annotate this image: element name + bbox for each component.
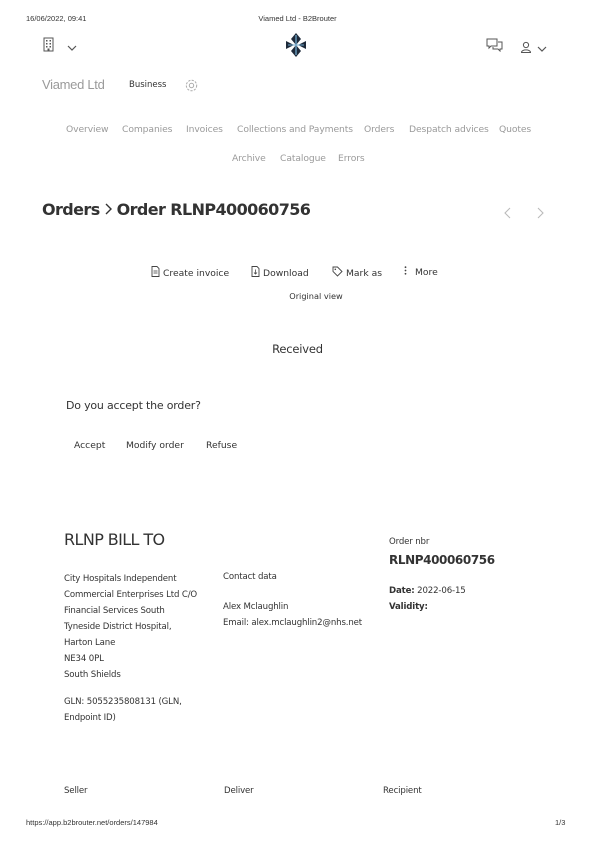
contact-details — [223, 599, 362, 631]
company-switcher[interactable] — [42, 37, 77, 56]
refuse-button[interactable]: Refuse — [206, 440, 238, 451]
order-nbr-value: RLNP400060756 — [389, 553, 495, 567]
print-title: Viamed Ltd - B2Brouter — [258, 14, 337, 23]
nav-label: Despatch advices — [409, 124, 489, 135]
create-invoice-label: Create invoice — [163, 267, 230, 279]
nav-archive[interactable] — [232, 146, 266, 165]
bill-to-gln — [64, 694, 224, 726]
nav-companies[interactable] — [122, 117, 172, 136]
nav-orders[interactable] — [364, 117, 394, 136]
order-status: Received — [272, 342, 323, 356]
accept-button[interactable]: Accept — [74, 440, 106, 451]
building-icon — [42, 37, 55, 56]
plan-badge: Business — [129, 80, 167, 90]
nav-overview[interactable] — [66, 117, 108, 136]
address-line: City Hospitals Independent — [64, 574, 177, 584]
prev-order-icon[interactable] — [503, 204, 512, 223]
order-nbr-label: Order nbr — [389, 537, 430, 547]
download-button[interactable] — [251, 266, 309, 280]
chevron-down-icon — [67, 37, 77, 56]
more-vertical-icon — [404, 266, 407, 278]
nav-label: Invoices — [186, 124, 223, 135]
print-datetime: 16/06/2022, 09:41 — [26, 14, 87, 23]
seller-heading: Seller — [64, 786, 88, 796]
b2brouter-logo-icon[interactable] — [284, 32, 308, 62]
more-button[interactable] — [404, 266, 438, 278]
nav-errors[interactable] — [338, 146, 365, 165]
nav-label: Collections and Payments — [237, 124, 353, 135]
nav-label: Archive — [232, 153, 266, 164]
page-title: Order RLNP400060756 — [116, 200, 311, 219]
create-invoice-button[interactable] — [151, 266, 229, 280]
tag-icon — [332, 266, 343, 280]
nav-label: Quotes — [499, 124, 532, 135]
address-line: Commercial Enterprises Ltd C/O — [64, 590, 198, 600]
date-value: 2022-06-15 — [417, 586, 466, 596]
more-label: More — [415, 266, 438, 278]
address-line: South Shields — [64, 670, 121, 680]
download-label: Download — [263, 267, 309, 279]
address-line: NE34 0PL — [64, 654, 104, 664]
original-view-link[interactable]: Original view — [289, 291, 343, 301]
recipient-heading: Recipient — [383, 786, 422, 796]
bill-to-address — [64, 571, 224, 683]
nav-collections-payments[interactable] — [237, 117, 353, 136]
nav-label: Companies — [122, 124, 173, 135]
contact-name: Alex Mclaughlin — [223, 602, 289, 612]
order-date — [389, 586, 466, 596]
print-page-number: 1/3 — [555, 818, 566, 827]
user-menu[interactable] — [520, 38, 547, 57]
address-line: Tyneside District Hospital, — [64, 622, 172, 632]
contact-heading: Contact data — [223, 572, 277, 582]
document-icon — [151, 266, 160, 280]
gln-line: Endpoint ID) — [64, 713, 116, 723]
accept-question: Do you accept the order? — [66, 399, 201, 412]
nav-label: Catalogue — [280, 153, 326, 164]
nav-despatch-advices[interactable] — [409, 117, 489, 136]
date-label: Date: — [389, 586, 415, 596]
deliver-heading: Deliver — [224, 786, 254, 796]
gln-line: GLN: 5055235808131 (GLN, — [64, 697, 182, 707]
nav-catalogue[interactable] — [280, 146, 326, 165]
validity-label: Validity: — [389, 602, 428, 612]
chevron-right-icon — [104, 200, 113, 219]
user-icon — [520, 38, 532, 57]
nav-label: Overview — [66, 124, 109, 135]
nav-label: Orders — [364, 124, 395, 135]
breadcrumb-orders-link[interactable]: Orders — [42, 200, 100, 219]
chevron-down-icon — [537, 38, 547, 57]
address-line: Financial Services South — [64, 606, 165, 616]
nav-quotes[interactable] — [499, 117, 531, 136]
modify-order-button[interactable]: Modify order — [126, 440, 184, 451]
bill-to-title: RLNP BILL TO — [64, 530, 165, 549]
mark-as-button[interactable] — [332, 266, 382, 280]
print-url: https://app.b2brouter.net/orders/147984 — [26, 818, 158, 827]
mark-as-label: Mark as — [346, 267, 382, 279]
breadcrumb — [42, 200, 310, 219]
contact-email[interactable]: Email: alex.mclaughlin2@nhs.net — [223, 618, 363, 628]
chat-icon[interactable] — [486, 37, 503, 56]
company-name[interactable]: Viamed Ltd — [42, 77, 105, 92]
address-line: Harton Lane — [64, 638, 116, 648]
nav-invoices[interactable] — [186, 117, 223, 136]
gear-icon[interactable] — [184, 78, 199, 97]
download-icon — [251, 266, 260, 280]
nav-label: Errors — [338, 153, 365, 164]
next-order-icon[interactable] — [536, 204, 545, 223]
